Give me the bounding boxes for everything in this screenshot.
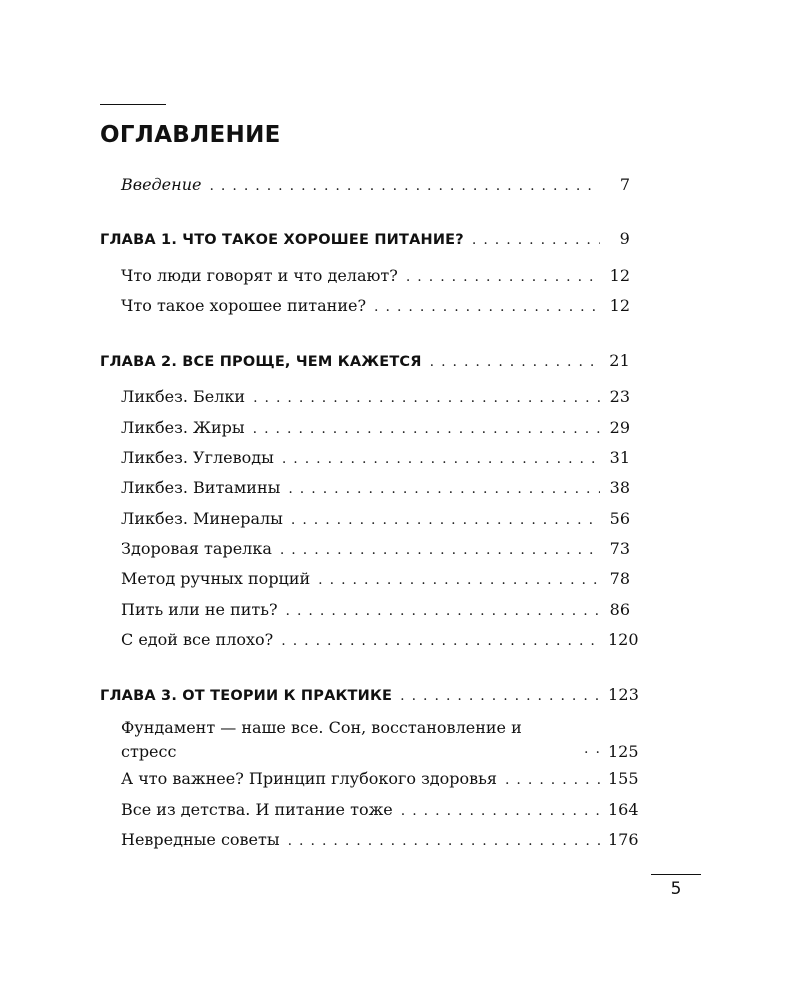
toc-entry-label: Ликбез. Белки [121, 387, 246, 407]
toc-entry-label: Пить или не пить? [121, 599, 278, 619]
dot-leader [291, 505, 600, 535]
chapter-title: ГЛАВА 1. ЧТО ТАКОЕ ХОРОШЕЕ ПИТАНИЕ? [100, 232, 464, 249]
toc-entry[interactable] [100, 504, 630, 534]
toc-entry-label: Что такое хорошее питание? [121, 295, 367, 315]
chapter-page: 21 [609, 351, 630, 371]
toc-entry-label: Ликбез. Витамины [121, 478, 281, 498]
dot-leader [584, 734, 600, 764]
toc-entry[interactable] [100, 825, 639, 855]
dot-leader [406, 262, 600, 292]
dot-leader [318, 565, 600, 595]
page-number: 5 [670, 879, 682, 899]
toc-entry-page: 86 [609, 599, 630, 619]
spacer [100, 200, 630, 224]
toc-entry[interactable] [100, 261, 630, 291]
dot-leader [505, 765, 600, 795]
toc-entry-label: Все из детства. И питание тоже [121, 799, 393, 819]
dot-leader [281, 626, 600, 656]
toc-entry[interactable] [100, 382, 630, 412]
dot-leader [253, 414, 600, 444]
toc-entry-page: 176 [608, 830, 639, 850]
toc-title: ОГЛАВЛЕНИЕ [100, 122, 281, 148]
toc-entry-label: Невредные советы [121, 830, 280, 850]
dot-leader [401, 796, 600, 826]
toc-entry[interactable] [100, 795, 639, 825]
table-of-contents [100, 170, 640, 855]
toc-entry-label: Фундамент — наше все. Сон, восстановление и стресс [121, 718, 522, 762]
toc-entry-intro[interactable] [100, 170, 630, 200]
toc-entry-page: 78 [609, 569, 630, 589]
dot-leader [286, 596, 600, 626]
dot-leader [282, 444, 600, 474]
toc-entry-label: Что люди говорят и что делают? [121, 265, 398, 285]
toc-entry[interactable] [100, 595, 630, 625]
toc-entry-page: 56 [609, 508, 630, 528]
toc-entry-label: С едой все плохо? [121, 629, 274, 649]
spacer [100, 321, 630, 346]
toc-entry-page: 29 [609, 417, 630, 437]
toc-entry[interactable] [100, 625, 639, 655]
dot-leader [400, 681, 600, 711]
toc-entry[interactable] [100, 443, 630, 473]
toc-entry-page: 23 [609, 387, 630, 407]
toc-entry-page: 125 [608, 742, 639, 762]
toc-entry-page: 12 [609, 265, 630, 285]
toc-entry-page: 38 [609, 478, 630, 498]
toc-entry-page: 155 [608, 769, 639, 789]
toc-entry-page: 7 [619, 175, 630, 194]
toc-entry-label: Ликбез. Минералы [121, 508, 283, 528]
toc-entry[interactable] [100, 413, 630, 443]
toc-entry-label: Ликбез. Углеводы [121, 448, 274, 468]
toc-entry[interactable] [100, 534, 630, 564]
spacer [100, 655, 630, 680]
toc-entry[interactable] [100, 564, 630, 594]
toc-entry[interactable] [100, 291, 630, 321]
toc-entry-page: 120 [608, 629, 639, 649]
toc-entry-label: Введение [121, 175, 202, 194]
toc-entry-label: Ликбез. Жиры [121, 417, 245, 437]
toc-entry-page: 12 [609, 295, 630, 315]
dot-leader [430, 347, 600, 377]
dot-leader [472, 225, 600, 255]
toc-entry-label: Метод ручных порций [121, 569, 311, 589]
toc-entry[interactable] [100, 716, 639, 764]
chapter-title: ГЛАВА 2. ВСЕ ПРОЩЕ, ЧЕМ КАЖЕТСЯ [100, 354, 422, 371]
chapter-page: 123 [608, 685, 640, 705]
toc-entry-page: 31 [609, 448, 630, 468]
dot-leader [280, 535, 600, 565]
toc-entry[interactable] [100, 473, 630, 503]
chapter-title: ГЛАВА 3. ОТ ТЕОРИИ К ПРАКТИКЕ [100, 688, 393, 705]
toc-entry[interactable] [100, 764, 639, 794]
dot-leader [209, 171, 600, 201]
toc-entry-page: 73 [609, 538, 630, 558]
toc-entry-page: 164 [608, 799, 639, 819]
chapter-page: 9 [619, 229, 630, 249]
top-rule [100, 104, 166, 105]
footer-rule [651, 874, 701, 875]
toc-chapter-1[interactable] [100, 224, 630, 254]
toc-chapter-3[interactable] [100, 680, 640, 710]
toc-entry-label: А что важнее? Принцип глубокого здоровья [121, 769, 497, 789]
toc-entry-label: Здоровая тарелка [121, 538, 272, 558]
toc-chapter-2[interactable] [100, 346, 630, 376]
dot-leader [288, 474, 600, 504]
dot-leader [253, 383, 600, 413]
dot-leader [288, 826, 600, 856]
dot-leader [374, 292, 600, 322]
